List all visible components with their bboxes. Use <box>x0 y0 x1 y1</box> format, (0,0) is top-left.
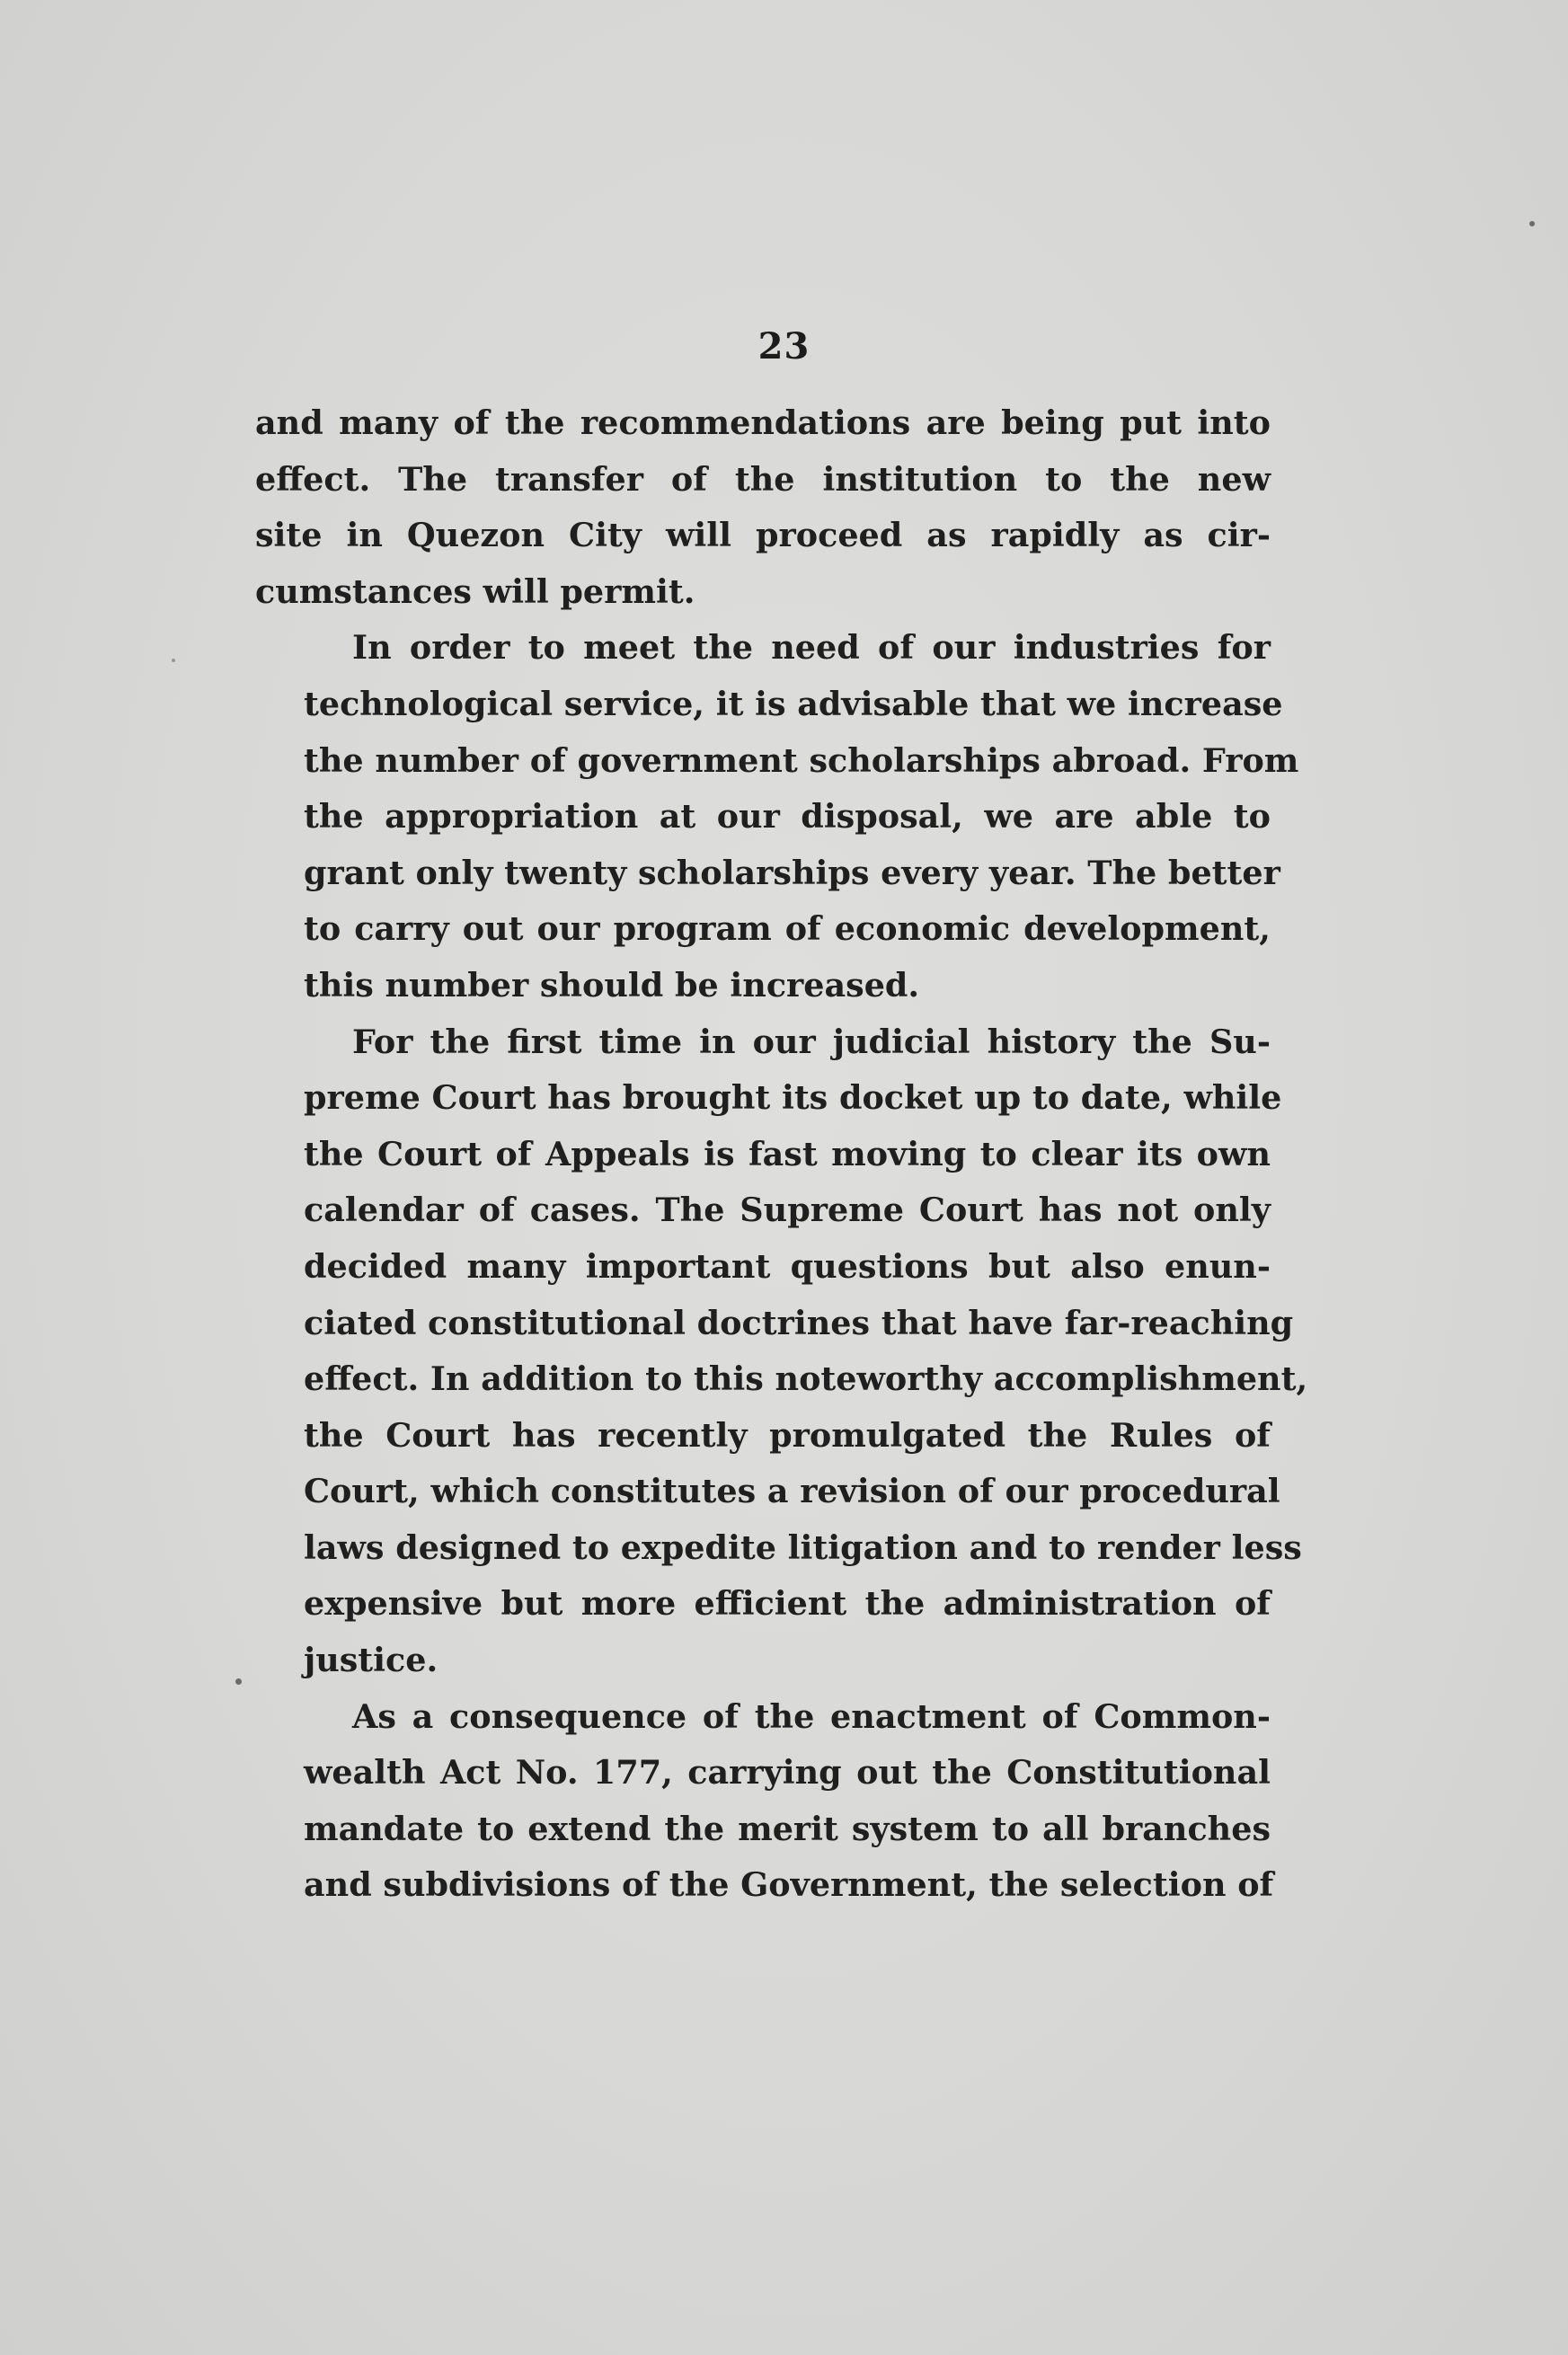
text-line: grant only twenty scholarships every year. The better <box>304 853 1280 892</box>
text-line: calendar of cases. The Supreme Court has not only <box>304 1191 1271 1230</box>
text-line: the appropriation at our disposal, we are able to <box>304 797 1271 837</box>
text-line: this number should be increased. <box>304 965 920 1005</box>
text-line: the Court of Appeals is fast moving to clear its own <box>304 1134 1271 1173</box>
text-line: cumstances will permit. <box>255 571 695 611</box>
text-line: wealth Act No. 177, carrying out the Constitutional <box>304 1753 1271 1793</box>
text-line: and subdivisions of the Government, the selection of <box>304 1865 1274 1905</box>
page-number: 23 <box>757 325 811 367</box>
text-line: effect. The transfer of the institution to the new <box>255 459 1271 499</box>
paragraph-1 <box>255 395 1271 620</box>
paragraph-4 <box>255 1689 1274 1914</box>
text-line: justice. <box>304 1641 439 1680</box>
text-line: and many of the recommendations are being put into <box>255 403 1271 442</box>
text-line: In order to meet the need of our industries for <box>352 628 1271 668</box>
scan-speck <box>1529 221 1535 226</box>
paragraph-2 <box>255 620 1299 1014</box>
text-line: Court, which constitutes a revision of our procedural <box>304 1472 1280 1511</box>
text-line: For the first time in our judicial history the Su- <box>352 1022 1271 1061</box>
text-line: laws designed to expedite litigation and to render less <box>304 1527 1302 1567</box>
text-line: to carry out our program of economic development, <box>304 909 1271 949</box>
text-line: expensive but more efficient the administration of <box>304 1584 1271 1624</box>
text-line: preme Court has brought its docket up to date, while <box>304 1078 1282 1118</box>
text-line: the number of government scholarships abroad. From <box>304 740 1299 780</box>
text-line: technological service, it is advisable that we increase <box>304 684 1283 723</box>
text-line: ciated constitutional doctrines that have far-reaching <box>304 1303 1294 1342</box>
text-line: decided many important questions but also enun- <box>304 1246 1271 1286</box>
text-line: the Court has recently promulgated the Rules of <box>304 1415 1271 1455</box>
scan-speck <box>235 1678 242 1685</box>
text-line: site in Quezon City will proceed as rapidly as cir- <box>255 516 1271 555</box>
text-line: mandate to extend the merit system to all branches <box>304 1809 1271 1848</box>
body-text <box>255 395 1308 1914</box>
paragraph-3 <box>255 1014 1308 1689</box>
text-line: effect. In addition to this noteworthy accomplishment, <box>304 1359 1308 1399</box>
text-line: As a consequence of the enactment of Common- <box>352 1696 1271 1736</box>
scan-speck <box>172 659 175 662</box>
